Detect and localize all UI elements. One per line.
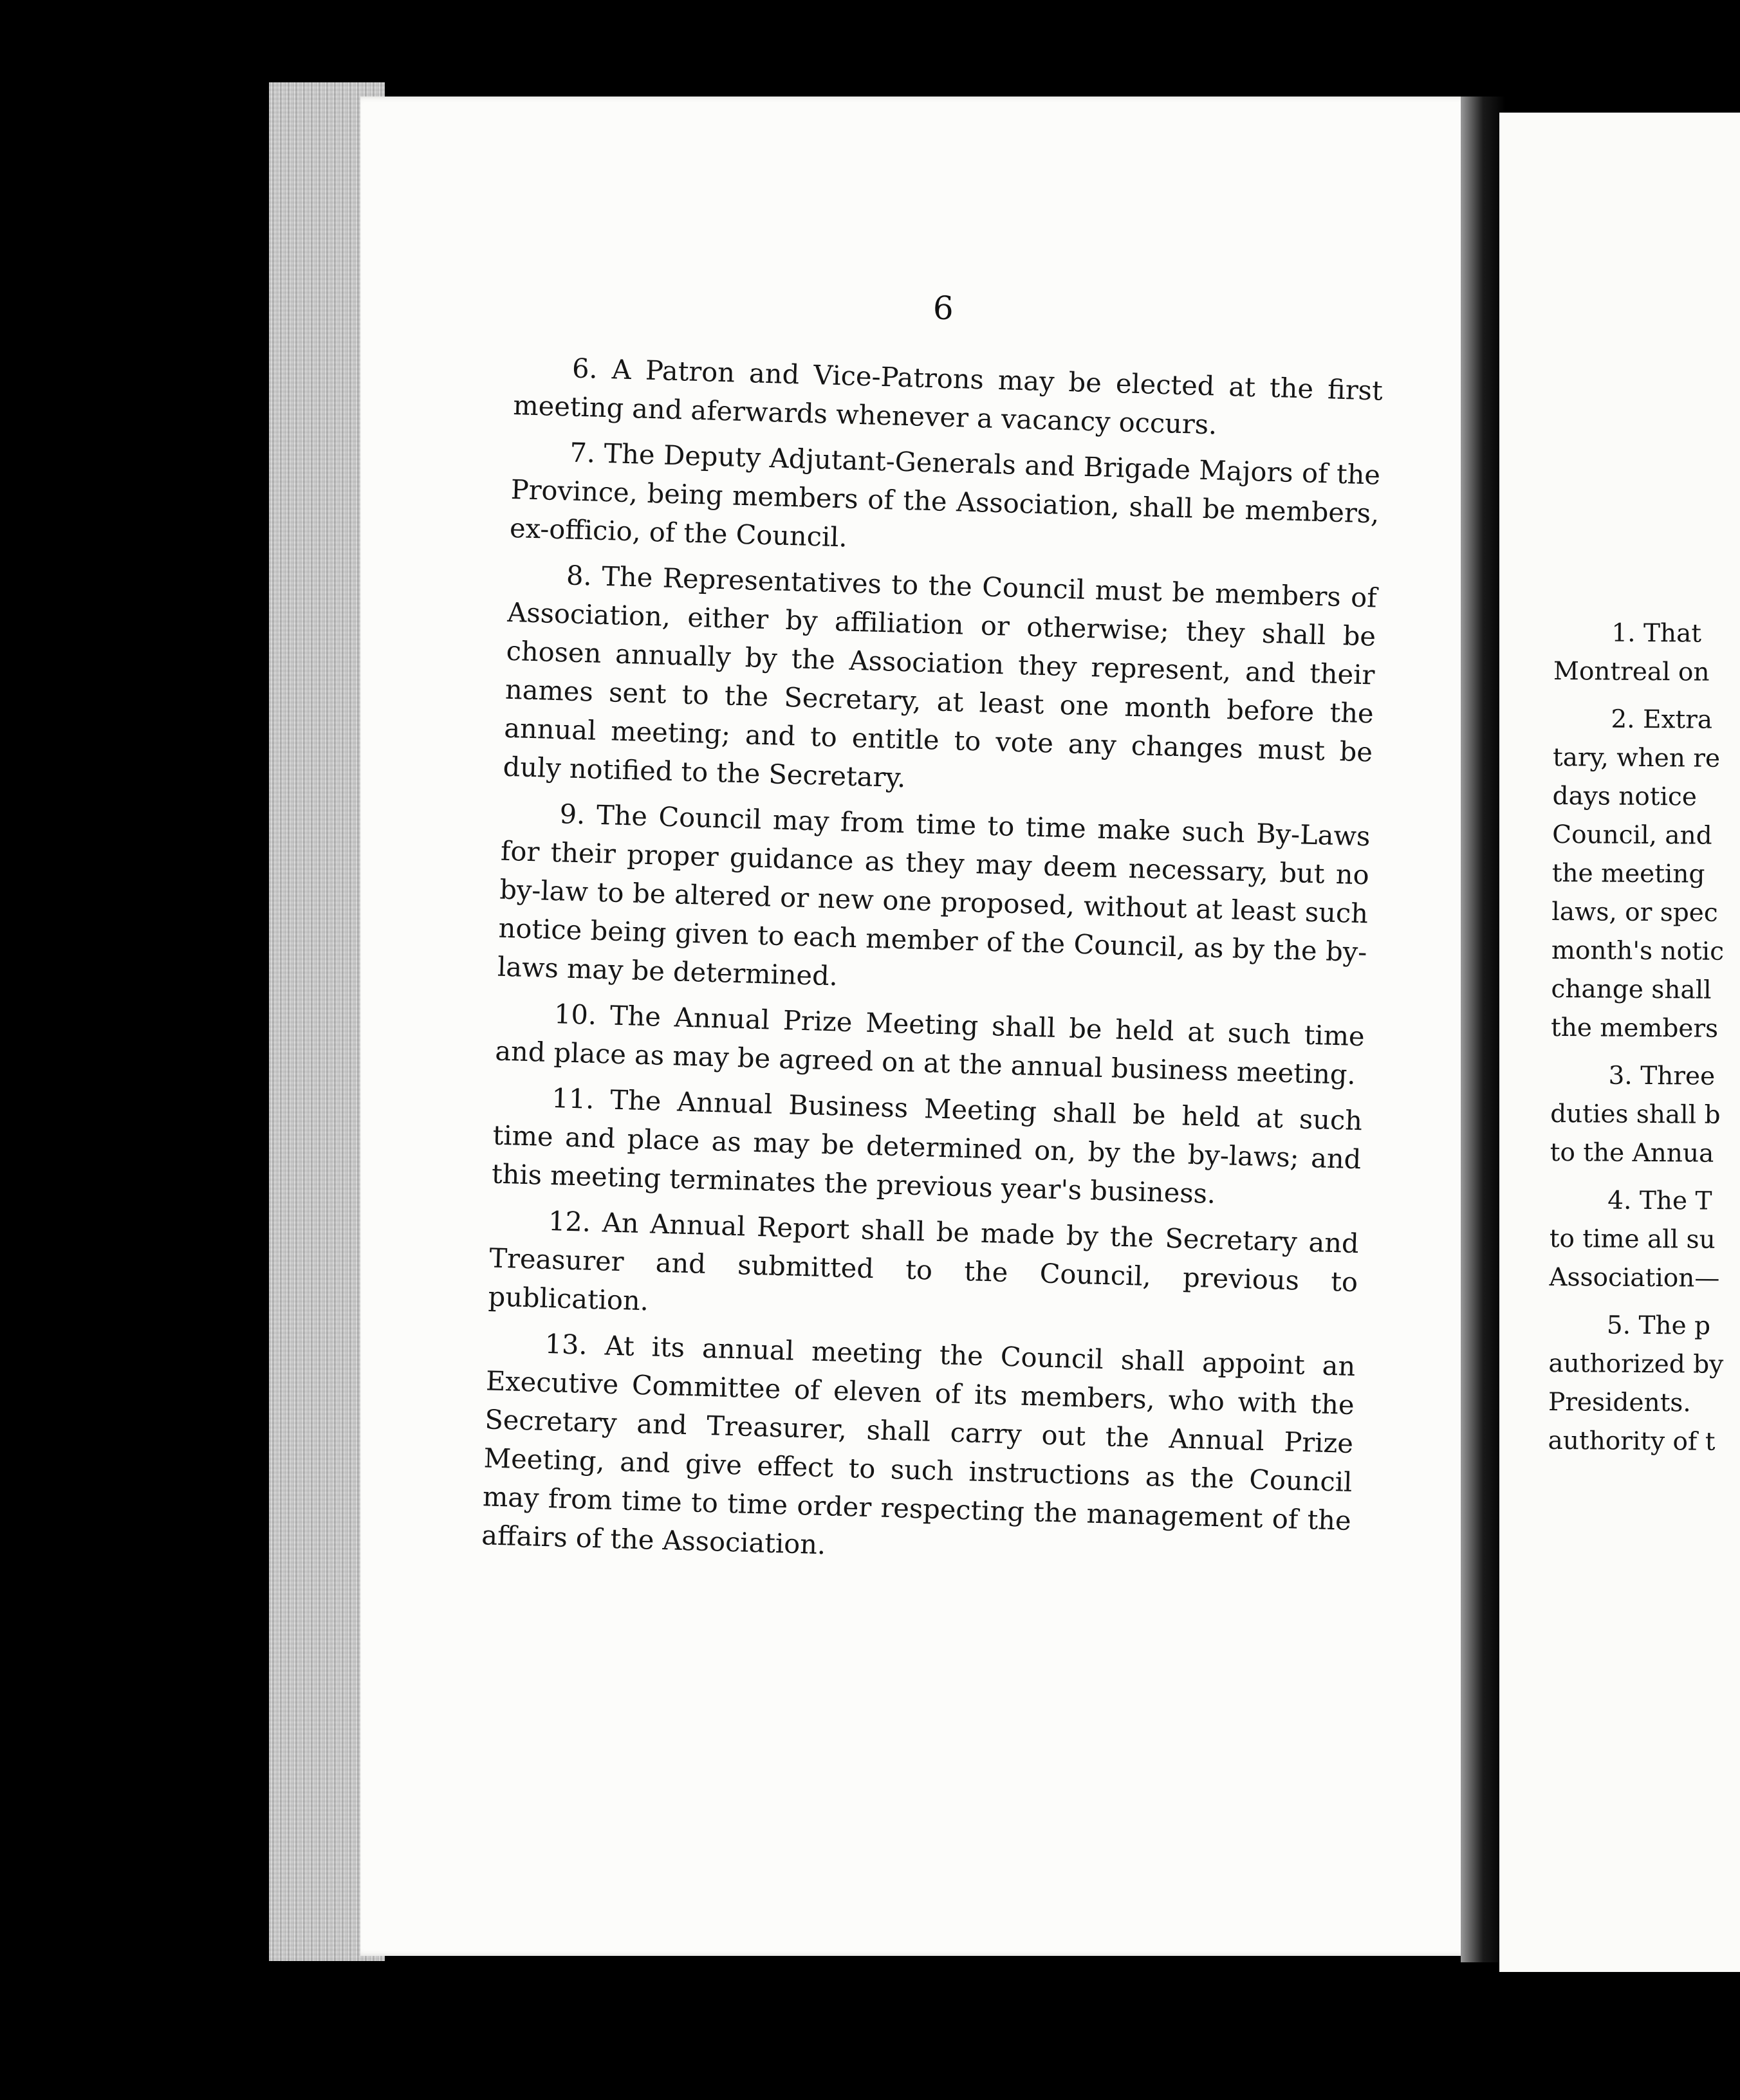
rule-7: 7. The Deputy Adjutant-Generals and Brigade Majors of the Province, being members of the Association, shall be members, ex-officio, of the Council. [509, 436, 1381, 553]
left-page-text [481, 347, 1383, 1586]
rule-8: 8. The Representatives to the Council must be members of Association, either by affiliation or otherwise; they shall be chosen annually by the Association they represent, and their names sent to the Secretary, at least one month before the annual meeting; and to entitle to vote any changes must be duly notified to the Secretary. [503, 559, 1378, 794]
right-line: the members [1550, 1013, 1719, 1044]
rule-12: 12. An Annual Report shall be made by the Secretary and Treasurer and submitted to the Council, previous to publication. [488, 1204, 1360, 1317]
rule-10: 10. The Annual Prize Meeting shall be held at such time and place as may be agreed on at the annual business meeting. [494, 998, 1365, 1091]
right-line: duties shall b [1550, 1099, 1721, 1130]
right-line: laws, or spec [1551, 897, 1718, 928]
right-line: month's notic [1551, 935, 1725, 966]
right-line: to time all su [1549, 1224, 1716, 1255]
right-line: 2. Extra [1611, 705, 1713, 735]
right-line: tary, when re [1552, 742, 1721, 773]
right-line: change shall [1551, 974, 1712, 1005]
right-line: Council, and [1552, 820, 1712, 851]
right-line: Association— [1549, 1262, 1720, 1293]
right-line: Presidents. [1548, 1387, 1691, 1418]
right-line: 4. The T [1607, 1186, 1712, 1216]
page-number: 6 [932, 289, 954, 327]
right-line: 5. The p [1606, 1311, 1711, 1341]
rule-13: 13. At its annual meeting the Council shall appoint an Executive Committee of eleven of its members, who with the Secretary and Treasurer, shall carry out the Annual Prize Meeting, and give effect to such instructions as the Council may from time to time order respecting the management of the affairs of the Association. [481, 1327, 1356, 1561]
right-line: 3. Three [1608, 1061, 1716, 1091]
right-page-text [1548, 614, 1740, 1462]
right-line: the meeting [1551, 858, 1705, 889]
right-line: authority of t [1548, 1426, 1716, 1457]
right-line: to the Annua [1550, 1138, 1714, 1168]
right-line: days notice [1552, 781, 1698, 812]
right-line: authorized by [1548, 1349, 1724, 1379]
rule-9: 9. The Council may from time to time make such By-Laws for their proper guidance as they may deem necessary, but no by-law to be altered or new one proposed, without at least such notice being given to each member of the Council, as by the by-laws may be determined. [497, 798, 1371, 992]
rule-11: 11. The Annual Business Meeting shall be held at such time and place as may be determined on, by the by-laws; and this meeting terminates the previous year's business. [491, 1082, 1363, 1210]
right-line: Montreal on [1553, 656, 1710, 687]
right-line: 1. That [1611, 618, 1702, 649]
rule-6: 6. A Patron and Vice-Patrons may be elected at the first meeting and aferwards whenever a vacancy occurs. [512, 352, 1384, 441]
